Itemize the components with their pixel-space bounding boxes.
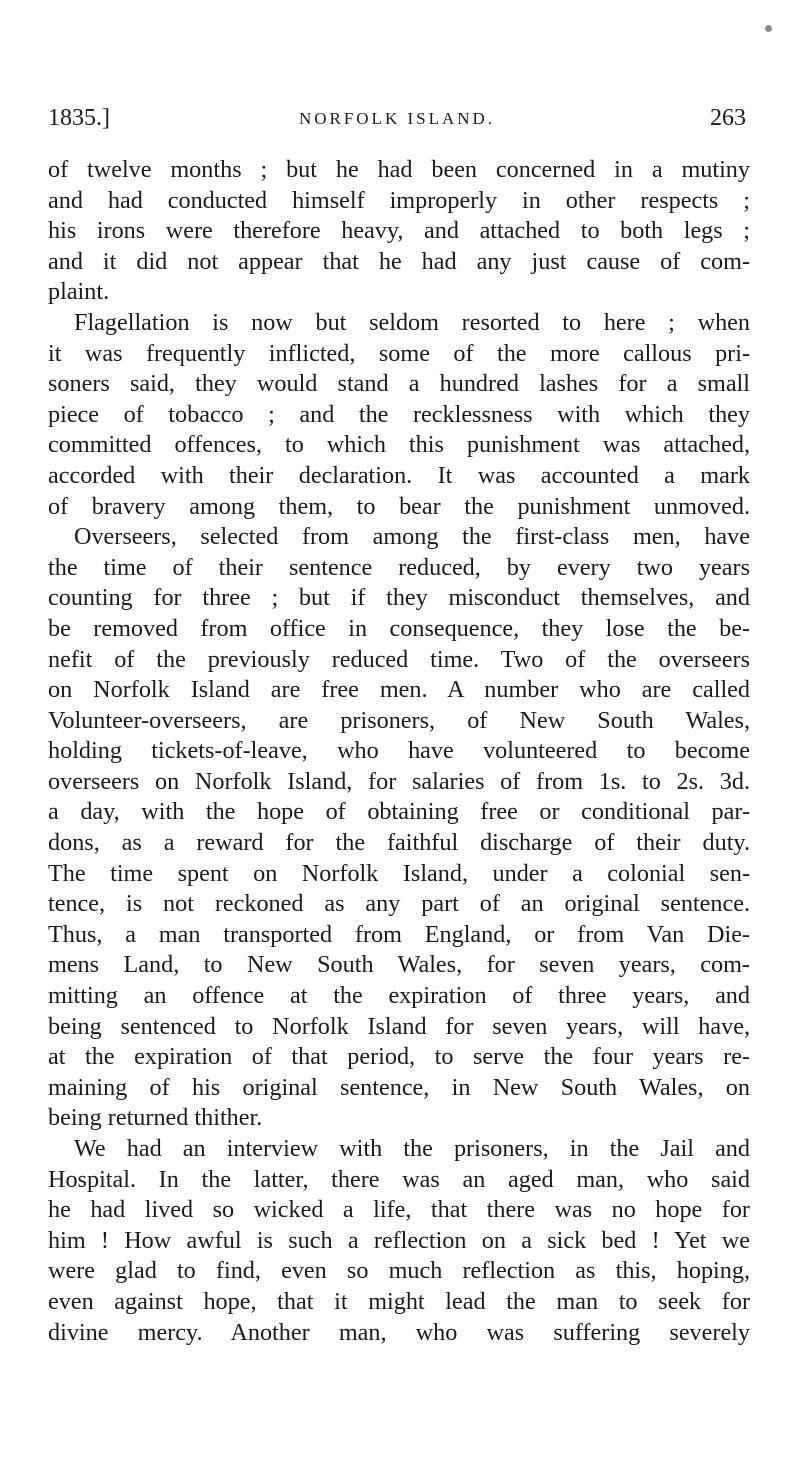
- text-line: even against hope, that it might lead the man to seek for: [48, 1287, 750, 1315]
- text-line: nefit of the previously reduced time. Two of the overseers: [48, 645, 750, 673]
- header-year: 1835.]: [48, 105, 110, 131]
- text-line: mitting an offence at the expiration of three years, and: [48, 982, 750, 1010]
- text-line: Flagellation is now but seldom resorted to here ; when: [74, 308, 750, 336]
- text-line: tence, is not reckoned as any part of an original sentence.: [48, 890, 750, 918]
- page-number: 263: [710, 105, 746, 131]
- text-line: counting for three ; but if they misconduct themselves, and: [48, 584, 750, 612]
- text-line: of twelve months ; but he had been concerned in a mutiny: [48, 156, 750, 183]
- text-line: and it did not appear that he had any just cause of com-: [48, 247, 750, 275]
- text-line: divine mercy. Another man, who was suffering severely: [48, 1318, 750, 1346]
- text-line: soners said, they would stand a hundred lashes for a small: [48, 370, 750, 398]
- paragraph-4: [48, 1134, 750, 1348]
- text-line: the time of their sentence reduced, by every two years: [48, 553, 750, 581]
- text-line: he had lived so wicked a life, that there was no hope for: [48, 1196, 750, 1224]
- text-line: plaint.: [48, 278, 110, 306]
- text-line: holding tickets-of-leave, who have volunteered to become: [48, 737, 750, 765]
- text-line: and had conducted himself improperly in other respects ;: [48, 186, 750, 214]
- paragraph-1: [48, 155, 750, 308]
- text-line: piece of tobacco ; and the recklessness with which they: [48, 400, 750, 428]
- text-line: Volunteer-overseers, are prisoners, of New South Wales,: [48, 706, 750, 734]
- text-line: dons, as a reward for the faithful discharge of their duty.: [48, 829, 750, 857]
- text-line: it was frequently inflicted, some of the more callous pri-: [48, 339, 750, 367]
- body-text: [48, 155, 750, 1348]
- text-line: on Norfolk Island are free men. A number who are called: [48, 676, 750, 704]
- header-title: NORFOLK ISLAND.: [298, 109, 496, 128]
- text-line: The time spent on Norfolk Island, under a colonial sen-: [48, 859, 750, 887]
- text-line: were glad to find, even so much reflection as this, hoping,: [48, 1257, 750, 1285]
- text-line: of bravery among them, to bear the punishment unmoved.: [48, 492, 750, 520]
- paragraph-2: [48, 308, 750, 522]
- text-line: being returned thither.: [48, 1104, 263, 1132]
- text-line: overseers on Norfolk Island, for salaries of from 1s. to 2s. 3d.: [48, 767, 750, 795]
- text-line: a day, with the hope of obtaining free or conditional par-: [48, 798, 750, 826]
- text-line: committed offences, to which this punishment was attached,: [48, 431, 750, 459]
- page-speck: [765, 25, 772, 32]
- paragraph-3: [48, 522, 750, 1134]
- text-line: We had an interview with the prisoners, in the Jail and: [74, 1135, 750, 1162]
- text-line: being sentenced to Norfolk Island for seven years, will have,: [48, 1012, 750, 1040]
- text-line: at the expiration of that period, to serve the four years re-: [48, 1043, 750, 1071]
- text-line: him ! How awful is such a reflection on a sick bed ! Yet we: [48, 1226, 750, 1254]
- text-line: Hospital. In the latter, there was an aged man, who said: [48, 1165, 750, 1193]
- text-line: mens Land, to New South Wales, for seven years, com-: [48, 951, 750, 979]
- text-line: be removed from office in consequence, they lose the be-: [48, 614, 750, 642]
- text-line: accorded with their declaration. It was accounted a mark: [48, 461, 750, 489]
- text-line: Overseers, selected from among the first-class men, have: [74, 523, 750, 551]
- text-line: his irons were therefore heavy, and attached to both legs ;: [48, 217, 750, 245]
- running-head: [48, 105, 746, 135]
- text-line: Thus, a man transported from England, or from Van Die-: [48, 920, 750, 948]
- text-line: maining of his original sentence, in New South Wales, on: [48, 1073, 750, 1101]
